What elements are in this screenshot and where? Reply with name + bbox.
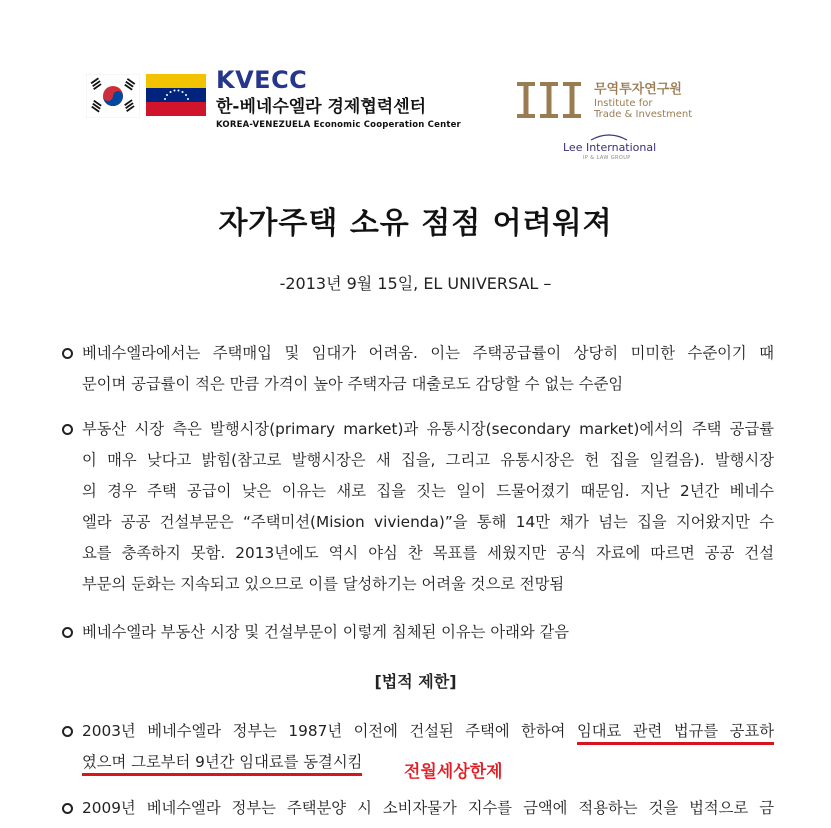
paragraph-2-line-5: 요를 충족하지 못함. 2013년에도 역시 야심 찬 목표를 세웠지만 공식 자료에 따르면 공공 건설 [82, 544, 774, 562]
kvecc-logo [216, 66, 461, 131]
bullet-circle-icon [62, 348, 73, 359]
lee-arc-icon [589, 133, 629, 141]
paragraph-5 [62, 793, 774, 824]
iti-english-line-2: Trade & Investment [594, 109, 693, 120]
lee-international-name: Lee International [563, 141, 657, 154]
section-heading: [법적 제한] [374, 672, 457, 691]
paragraph-2-line-1: 부동산 시장 측은 발행시장(primary market)과 유통시장(secondary market)에서의 주택 공급률 [82, 420, 774, 438]
paragraph-3 [62, 617, 774, 648]
bullet-circle-icon [62, 424, 73, 435]
kvecc-title: KVECC [216, 66, 308, 94]
paragraph-3-text: 베네수엘라 부동산 시장 및 건설부문이 이렇게 침체된 이유는 아래와 같음 [82, 623, 570, 641]
iti-logo-text [594, 82, 692, 120]
lee-international-sub: IP & LAW GROUP [583, 155, 631, 161]
bullet-circle-icon [62, 726, 73, 737]
iti-korean-name: 무역투자연구원 [594, 82, 682, 97]
paragraph-5-line-1: 2009년 베네수엘라 정부는 주택분양 시 소비자물가 지수를 금액에 적용하는 것을 법적으로 금 [82, 799, 774, 817]
paragraph-2-line-2: 이 매우 낮다고 밝힘(참고로 발행시장은 새 집을, 그리고 유통시장은 헌 집을 일컬음). 발행시장 [82, 451, 774, 469]
lee-international-logo [563, 133, 693, 161]
paragraph-1 [62, 338, 774, 400]
kvecc-korean-name: 한-베네수엘라 경제협력센터 [216, 97, 427, 117]
paragraph-2-line-4: 엘라 공공 건설부문은 “주택미션(Mision vivienda)”을 통해 14만 채가 넘는 집을 지어왔지만 수 [82, 513, 774, 531]
paragraph-1-line-1: 베네수엘라에서는 주택매입 및 임대가 어려움. 이는 주택공급률이 상당히 미미한 수준이기 때 [82, 344, 774, 362]
iti-logo-icon [515, 80, 583, 120]
paragraph-2-line-3: 의 경우 주택 공급이 낮은 이유는 새로 집을 짓는 일이 드물어졌기 때문임. 지난 2년간 베네수 [82, 482, 774, 500]
kvecc-english-name: KOREA-VENEZUELA Economic Cooperation Center [216, 120, 461, 130]
korea-flag-icon [86, 74, 140, 118]
paragraph-1-line-2: 문이며 공급률이 적은 만큼 가격이 높아 주택자금 대출로도 감당할 수 없는 수준임 [82, 375, 624, 393]
paragraph-4-line-1-underlined: 임대료 관련 법규를 공표하 [577, 722, 774, 745]
paragraph-4-line-1-plain: 2003년 베네수엘라 정부는 1987년 이전에 건설된 주택에 한하여 [82, 722, 577, 740]
iti-english-line-1: Institute for [594, 98, 653, 109]
red-annotation: 전월세상한제 [404, 762, 503, 782]
paragraph-2-line-6: 부문의 둔화는 지속되고 있으므로 이를 달성하기는 어려울 것으로 전망됨 [82, 575, 565, 593]
paragraph-4-line-2-underlined: 였으며 그로부터 9년간 임대료를 동결시킴 [82, 753, 362, 776]
bullet-circle-icon [62, 803, 73, 814]
article-source: -2013년 9월 15일, EL UNIVERSAL – [279, 274, 552, 293]
venezuela-flag-icon [146, 74, 206, 116]
bullet-circle-icon [62, 627, 73, 638]
paragraph-2 [62, 414, 774, 600]
article-title: 자가주택 소유 점점 어려워져 [218, 206, 613, 241]
